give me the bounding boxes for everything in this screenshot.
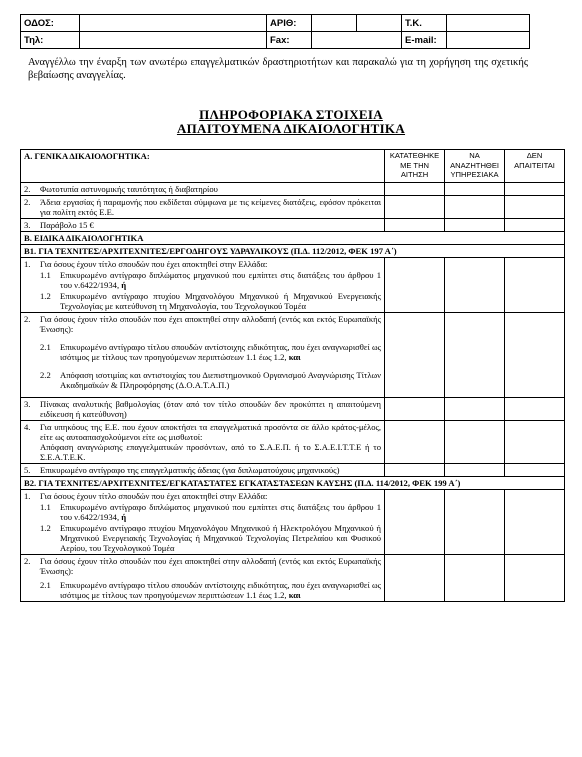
page-title: ΠΛΗΡΟΦΟΡΙΑΚΑ ΣΤΟΙΧΕΙΑ [199, 107, 383, 122]
conjunction: και [288, 352, 301, 362]
checkbox-cell[interactable] [445, 258, 505, 313]
sub-item-text: Επικυρωμένο αντίγραφο πτυχίου Μηχανολόγου Μηχανικού ή Μηχανικού Ενεργειακής Τεχνολογίας με κατεύθυνση τη Μηχανολογία, του Τεχνολογικού Τομέα [60, 291, 382, 311]
item-text: Για όσους έχουν τίτλο σπουδών που έχει αποκτηθεί στην Ελλάδα: [40, 491, 268, 501]
item-text: Για όσους έχουν τίτλο σπουδών που έχει αποκτηθεί στην αλλοδαπή (εντός και εκτός Ευρωπαϊκής Ένωσης): [40, 314, 382, 334]
number-label: ΑΡΙΘ: [267, 15, 312, 32]
item-text: Απόφαση αναγνώρισης επαγγελματικών προσόντων, από το Σ.Α.Ε.Π. ή το Σ.Α.Ε.Ι.Τ.Τ.Ε ή το Σ.Ε.Α.Τ.Ε.Κ. [40, 442, 382, 462]
item-text: Επικυρωμένο αντίγραφο της επαγγελματικής άδειας (για διπλωματούχους μηχανικούς) [40, 465, 340, 475]
table-row [21, 219, 565, 232]
sub-item-number: 2.2 [40, 370, 51, 380]
item-text: Φωτοτυπία αστυνομικής ταυτότητας ή διαβατηρίου [40, 184, 218, 194]
sub-item-number: 1.2 [40, 523, 51, 533]
sub-item-number: 1.1 [40, 270, 51, 280]
item-text: Για όσους έχουν τίτλο σπουδών που έχει αποκτηθεί στην Ελλάδα: [40, 259, 268, 269]
sub-item-text: Επικυρωμένο αντίγραφο διπλώματος μηχανικού που εμπίπτει στις διατάξεις του άρθρου 1 του ν.6422/1934, [60, 502, 382, 522]
phone-label: Τηλ: [21, 32, 80, 49]
checkbox-cell[interactable] [385, 398, 445, 421]
email-label: E-mail: [402, 32, 447, 49]
sub-item-text: Επικυρωμένο αντίγραφο τίτλου σπουδών αντίστοιχης ειδικότητας, που έχει αναγνωρισθεί ως ισότιμος με τίτλους των προηγούμενων περιπτώσεων 1.1 έως 1.2, [60, 580, 382, 600]
checkbox-cell[interactable] [505, 258, 565, 313]
phone-field[interactable] [80, 32, 267, 49]
number-field[interactable] [312, 15, 357, 32]
item-text: Για όσους έχουν τίτλο σπουδών που έχει αποκτηθεί στην αλλοδαπή (εντός και εκτός Ευρωπαϊκής Ένωσης): [40, 556, 382, 576]
item-number: 3. [24, 220, 31, 230]
conjunction: και [288, 590, 301, 600]
street-label: ΟΔΟΣ: [21, 15, 80, 32]
item-number: 4. [24, 422, 31, 432]
page-subtitle: ΑΠΑΙΤΟΥΜΕΝΑ ΔΙΚΑΙΟΛΟΓΗΤΙΚΑ [176, 121, 406, 136]
item-text: Παράβολο 15 € [40, 220, 94, 230]
checkbox-cell[interactable] [445, 196, 505, 219]
table-row [21, 183, 565, 196]
table-row [21, 421, 565, 464]
item-number: 1. [24, 259, 31, 269]
table-row [21, 555, 565, 602]
checkbox-cell[interactable] [505, 490, 565, 555]
item-number: 1. [24, 491, 31, 501]
postal-code-label: Τ.Κ. [402, 15, 447, 32]
checkbox-cell[interactable] [445, 555, 505, 602]
section-b-title: Β. ΕΙΔΙΚΑ ΔΙΚΑΙΟΛΟΓΗΤΙΚΑ [21, 232, 565, 245]
intro-paragraph: Αναγγέλλω την έναρξη των ανωτέρω επαγγελματικών δραστηριοτήτων και παρακαλώ για τη χορήγηση της σχετικής βεβαίωσης αναγγελίας. [28, 57, 528, 81]
documents-table [20, 149, 565, 602]
fax-label: Fax: [267, 32, 312, 49]
checkbox-cell[interactable] [445, 183, 505, 196]
conjunction: ή [121, 512, 127, 522]
section-b1-title: Β1. ΓΙΑ ΤΕΧΝΙΤΕΣ/ΑΡΧΙΤΕΧΝΙΤΕΣ/ΕΡΓΟΔΗΓΟΥΣ ΥΔΡΑΥΛΙΚΟΥΣ (Π.Δ. 112/2012, ΦΕΚ 197 Α΄) [21, 245, 565, 258]
checkbox-cell[interactable] [385, 555, 445, 602]
item-number: 5. [24, 465, 31, 475]
col-not-required-header: ΔΕΝ ΑΠΑΙΤΕΙΤΑΙ [505, 150, 565, 183]
checkbox-cell[interactable] [505, 183, 565, 196]
item-number: 2. [24, 184, 31, 194]
fax-field[interactable] [312, 32, 402, 49]
sub-item-number: 2.1 [40, 342, 51, 352]
checkbox-cell[interactable] [505, 464, 565, 477]
checkbox-cell[interactable] [385, 183, 445, 196]
section-a-title: Α. ΓΕΝΙΚΑ ΔΙΚΑΙΟΛΟΓΗΤΙΚΑ: [21, 150, 385, 183]
item-number: 2. [24, 314, 31, 324]
sub-item-text: Επικυρωμένο αντίγραφο πτυχίου Μηχανολόγου Μηχανικού ή Ηλεκτρολόγου Μηχανικού ή Μηχανικού Ενεργειακής Τεχνολογίας ή Μηχανικού Τεχνολογίας Πετρελαίου και Φυσικού Αερίου, του Τεχνολογικού Τομέα [60, 523, 382, 553]
table-row [21, 490, 565, 555]
checkbox-cell[interactable] [505, 555, 565, 602]
item-text: Πίνακας αναλυτικής βαθμολογίας (όταν από τον τίτλο σπουδών δεν προκύπτει η απαιτούμενη ειδίκευση ή κατεύθυνση) [40, 399, 382, 419]
checkbox-cell[interactable] [505, 196, 565, 219]
table-row [21, 313, 565, 398]
number-field-2[interactable] [357, 15, 402, 32]
item-number: 2. [24, 197, 31, 207]
postal-code-field[interactable] [447, 15, 530, 32]
checkbox-cell[interactable] [385, 313, 445, 398]
checkbox-cell[interactable] [385, 421, 445, 464]
item-number: 2. [24, 556, 31, 566]
checkbox-cell[interactable] [445, 219, 505, 232]
checkbox-cell[interactable] [385, 219, 445, 232]
checkbox-cell[interactable] [505, 398, 565, 421]
table-row [21, 398, 565, 421]
section-b2-title: Β2. ΓΙΑ ΤΕΧΝΙΤΕΣ/ΑΡΧΙΤΕΧΝΙΤΕΣ/ΕΓΚΑΤΑΣΤΑΤΕΣ ΕΓΚΑΤΑΣΤΑΣΕΩΝ ΚΑΥΣΗΣ (Π.Δ. 114/2012, ΦΕΚ 199 Α΄) [21, 477, 565, 490]
checkbox-cell[interactable] [445, 464, 505, 477]
checkbox-cell[interactable] [385, 490, 445, 555]
sub-item-number: 2.1 [40, 580, 51, 590]
contact-details-table [20, 14, 530, 49]
checkbox-cell[interactable] [505, 313, 565, 398]
checkbox-cell[interactable] [445, 313, 505, 398]
checkbox-cell[interactable] [445, 398, 505, 421]
item-text: Άδεια εργασίας ή παραμονής που εκδίδεται σύμφωνα με τις κείμενες διατάξεις, εφόσον πρόκειται για πολίτη εκτός Ε.Ε. [40, 197, 382, 217]
sub-item-text: Επικυρωμένο αντίγραφο τίτλου σπουδών αντίστοιχης ειδικότητας, που έχει αναγνωρισθεί ως ισότιμος με τίτλους των προηγούμενων περιπτώσεων 1.1 έως 1.2, [60, 342, 382, 362]
table-row [21, 464, 565, 477]
checkbox-cell[interactable] [385, 258, 445, 313]
item-text: Για υπηκόους της Ε.Ε. που έχουν αποκτήσει τα επαγγελματικά προσόντα σε άλλο κράτος-μέλος, είτε ως αυτοαπασχολούμενοι είτε ως μισθωτοί: [40, 422, 382, 442]
checkbox-cell[interactable] [505, 219, 565, 232]
email-field[interactable] [447, 32, 530, 49]
street-field[interactable] [80, 15, 267, 32]
item-number: 3. [24, 399, 31, 409]
conjunction: ή [121, 280, 127, 290]
sub-item-number: 1.2 [40, 291, 51, 301]
sub-item-text: Απόφαση ισοτιμίας και αντιστοιχίας του Διεπιστημονικού Οργανισμού Αναγνώρισης Τίτλων Ακαδημαϊκών & Πληροφόρησης (Δ.Ο.Α.Τ.Α.Π.) [60, 370, 382, 390]
checkbox-cell[interactable] [445, 490, 505, 555]
sub-item-text: Επικυρωμένο αντίγραφο διπλώματος μηχανικού που εμπίπτει στις διατάξεις του άρθρου 1 του ν.6422/1934, [60, 270, 382, 290]
checkbox-cell[interactable] [385, 196, 445, 219]
col-search-header: ΝΑ ΑΝΑΖΗΤΗΘΕΙ ΥΠΗΡΕΣΙΑΚΑ [445, 150, 505, 183]
table-row [21, 196, 565, 219]
sub-item-number: 1.1 [40, 502, 51, 512]
col-submitted-header: ΚΑΤΑΤΕΘΗΚΕ ΜΕ ΤΗΝ ΑΙΤΗΣΗ [385, 150, 445, 183]
checkbox-cell[interactable] [505, 421, 565, 464]
checkbox-cell[interactable] [445, 421, 505, 464]
checkbox-cell[interactable] [385, 464, 445, 477]
table-row [21, 258, 565, 313]
